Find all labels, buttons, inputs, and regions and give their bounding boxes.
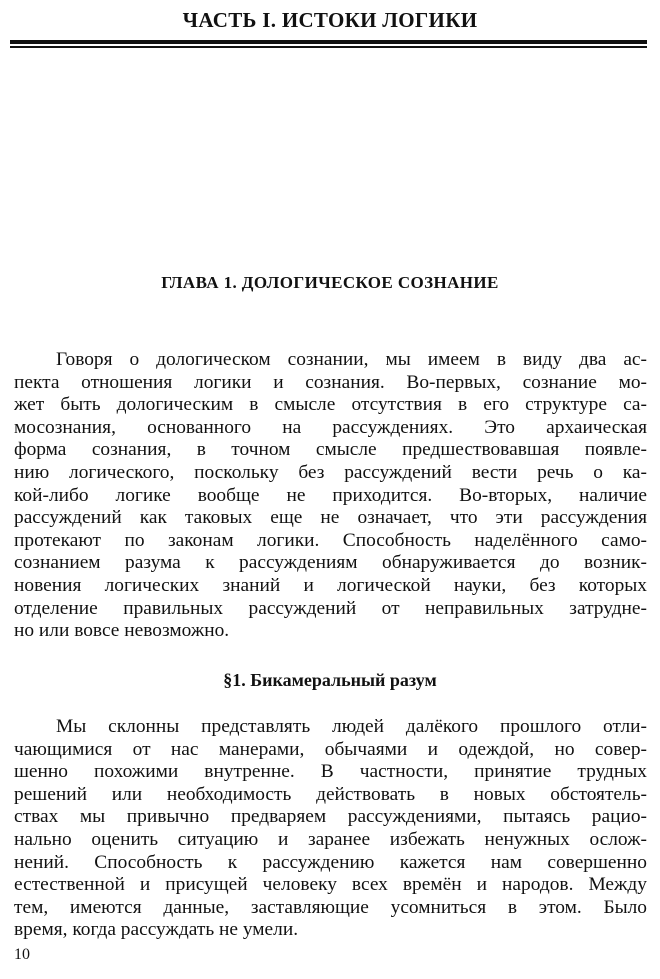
paragraph-line: отделение правильных рассуждений от неправильных затрудне- <box>14 597 647 619</box>
paragraph-line: протекают по законам логики. Способность наделённого само- <box>14 529 647 551</box>
paragraph-line: шенно похожими внутренне. В частности, принятие трудных <box>14 761 647 783</box>
paragraph-line: чающимися от нас манерами, обычаями и одеждой, но совер- <box>14 738 647 760</box>
paragraph-line: Мы склонны представлять людей далёкого прошлого отли- <box>56 716 647 737</box>
running-header: ЧАСТЬ I. ИСТОКИ ЛОГИКИ <box>182 8 478 32</box>
chapter-title: ГЛАВА 1. ДОЛОГИЧЕСКОЕ СОЗНАНИЕ <box>161 273 499 292</box>
paragraph-line: нию логического, поскольку без рассуждений вести речь о ка- <box>14 461 647 483</box>
page-number: 10 <box>14 946 30 963</box>
paragraph-line: тем, имеются данные, заставляющие усомниться в этом. Было <box>14 896 647 918</box>
paragraph-line: кой-либо логике вообще не приходится. Во-вторых, наличие <box>14 484 647 506</box>
paragraph-line: нений. Способность к рассуждению кажется нам совершенно <box>14 851 647 873</box>
paragraph-line: ствах мы привычно предваряем рассуждениями, пытаясь рацио- <box>14 806 647 828</box>
paragraph-line: решений или необходимость действовать в новых обстоятель- <box>14 783 647 805</box>
paragraph-line: нально оценить ситуацию и заранее избежать ненужных ослож- <box>14 828 647 850</box>
paragraph-line: форма сознания, в точном смысле предшествовавшая появле- <box>14 439 647 461</box>
header-rule-thin <box>10 46 647 48</box>
section-title: §1. Бикамеральный разум <box>223 670 437 690</box>
paragraph-line: Говоря о дологическом сознании, мы имеем в виду два ас- <box>56 349 647 370</box>
paragraph-line: но или вовсе невозможно. <box>14 620 230 642</box>
paragraph-line: пекта отношения логики и сознания. Во-первых, сознание мо- <box>14 371 647 393</box>
header-rule-thick <box>10 40 647 44</box>
paragraph-2 <box>14 716 647 942</box>
paragraph-line: сознанием разума к рассуждениям обнаруживается до возник- <box>14 552 647 574</box>
paragraph-line: время, когда рассуждать не умели. <box>14 919 299 941</box>
paragraph-line: рассуждений как таковых еще не означает, что эти рассуждения <box>14 507 647 529</box>
paragraph-line: мосознания, основанного на рассуждениях. Это архаическая <box>14 416 647 438</box>
paragraph-line: новения логических знаний и логической науки, без которых <box>14 574 647 596</box>
paragraph-line: естественной и присущей человеку всех времён и народов. Между <box>14 874 647 896</box>
paragraph-line: жет быть дологическим в смысле отсутствия в его структуре са- <box>14 394 647 416</box>
paragraph-1 <box>14 349 647 643</box>
